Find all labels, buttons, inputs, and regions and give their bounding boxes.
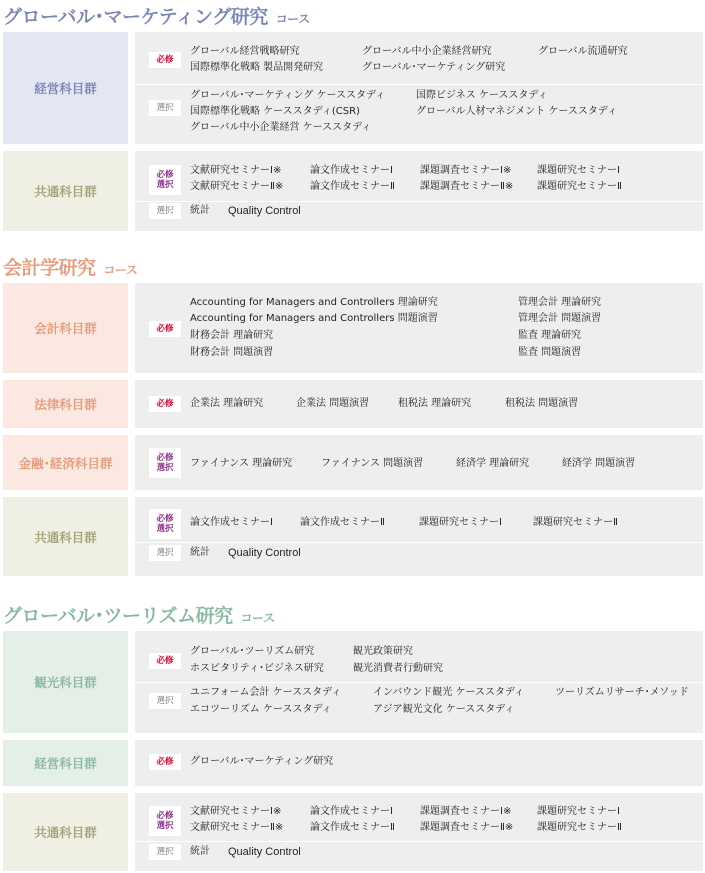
row-accounting-law: [3, 380, 703, 428]
subject: 文献研究セミナーⅠ※: [190, 165, 282, 176]
subject: グローバル･マーケティング研究: [362, 62, 506, 73]
subject-panel: [135, 740, 703, 786]
subject: 論文作成セミナーⅠ: [310, 806, 393, 817]
subject: 企業法 理論研究: [190, 398, 264, 409]
required-tag: 必修: [149, 653, 181, 669]
subject: 課題研究セミナーⅠ: [537, 165, 620, 176]
elective-group: [149, 685, 699, 721]
subject: 文献研究セミナーⅡ※: [190, 822, 284, 833]
tag-required: 必修: [156, 170, 174, 180]
subject: 国際標準化戦略 製品開発研究: [190, 62, 324, 73]
subject: Quality Control: [228, 547, 301, 559]
subject-panel: [135, 283, 703, 373]
tag-elective: 選択: [156, 463, 174, 473]
subject: ツーリズムリサーチ･メソッド: [555, 687, 689, 698]
subject: 文献研究セミナーⅡ※: [190, 181, 284, 192]
category-label: 共通科目群: [3, 793, 128, 871]
subject: ファイナンス 問題演習: [321, 458, 424, 469]
category-label: 共通科目群: [3, 151, 128, 231]
subject: Quality Control: [228, 846, 301, 858]
subject: アジア観光文化 ケーススタディ: [373, 704, 515, 715]
elective-tag: 選択: [149, 545, 181, 561]
required-elective-tag: [149, 806, 181, 836]
subject: 論文作成セミナーⅠ: [190, 517, 273, 528]
subject: 課題研究セミナーⅡ: [537, 822, 622, 833]
category-label: 会計科目群: [3, 283, 128, 373]
course-suffix: コース: [240, 611, 275, 625]
divider: [135, 841, 703, 842]
row-accounting-finance: [3, 435, 703, 490]
elective-group: [149, 545, 699, 565]
subject: 管理会計 理論研究: [518, 297, 602, 308]
subject: 課題調査セミナーⅡ※: [420, 181, 514, 192]
subject: グローバル･マーケティング研究: [190, 756, 334, 767]
required-elective-group: [149, 448, 699, 478]
subject: グローバル･マーケティング ケーススタディ: [190, 90, 386, 101]
course-title-global-marketing: [3, 2, 310, 29]
subject: 国際ビジネス ケーススタディ: [416, 90, 548, 101]
required-elective-tag: [149, 509, 181, 539]
elective-group: [149, 203, 699, 223]
subject: 経済学 理論研究: [456, 458, 530, 469]
required-group: [149, 754, 699, 770]
subject: 財務会計 問題演習: [190, 347, 274, 358]
subject: 課題研究セミナーⅡ: [533, 517, 618, 528]
subject: 課題調査セミナーⅠ※: [420, 165, 512, 176]
required-group: [149, 42, 699, 78]
subject: 課題研究セミナーⅠ: [419, 517, 502, 528]
subject: 論文作成セミナーⅡ: [310, 181, 395, 192]
subject-panel: [135, 497, 703, 576]
required-elective-tag: [149, 448, 181, 478]
subject: ホスピタリティ･ビジネス研究: [190, 663, 324, 674]
category-label: 観光科目群: [3, 631, 128, 733]
subject-panel: [135, 32, 703, 144]
subject: 課題研究セミナーⅡ: [537, 181, 622, 192]
subject: 論文作成セミナーⅡ: [300, 517, 385, 528]
course-suffix: コース: [103, 263, 138, 277]
required-elective-group: [149, 804, 699, 836]
category-label: 経営科目群: [3, 740, 128, 786]
course-suffix: コース: [275, 12, 310, 26]
category-label: 経営科目群: [3, 32, 128, 144]
elective-tag: 選択: [149, 693, 181, 709]
row-accounting-shared: [3, 497, 703, 576]
required-elective-group: [149, 163, 699, 195]
tag-required: 必修: [156, 811, 174, 821]
required-tag: 必修: [149, 321, 181, 337]
course-title-text: 会計学研究: [3, 257, 96, 279]
subject: 管理会計 問題演習: [518, 313, 602, 324]
subject: グローバル中小企業経営 ケーススタディ: [190, 122, 372, 133]
subject: 租税法 問題演習: [505, 398, 579, 409]
course-title-text: グローバル･ツーリズム研究: [3, 605, 233, 627]
row-tourism-shared: [3, 793, 703, 871]
tag-required: 必修: [156, 514, 174, 524]
divider: [135, 682, 703, 683]
category-label: 法律科目群: [3, 380, 128, 428]
subject: グローバル中小企業経営研究: [362, 46, 492, 57]
subject: Accounting for Managers and Controllers 理論研究: [190, 297, 438, 308]
subject-panel: [135, 151, 703, 231]
subject: グローバル人材マネジメント ケーススタディ: [416, 106, 618, 117]
elective-group: [149, 844, 699, 864]
row-tourism-management: [3, 740, 703, 786]
subject: 統計: [190, 205, 210, 216]
subject-panel: [135, 631, 703, 733]
tag-elective: 選択: [156, 524, 174, 534]
required-group: [149, 396, 699, 412]
row-global-shared: [3, 151, 703, 231]
divider: [135, 201, 703, 202]
subject: Accounting for Managers and Controllers 問題演習: [190, 313, 438, 324]
subject: Quality Control: [228, 205, 301, 217]
subject: 課題研究セミナーⅠ: [537, 806, 620, 817]
subject: 監査 問題演習: [518, 347, 582, 358]
subject: グローバル経営戦略研究: [190, 46, 300, 57]
subject: 統計: [190, 846, 210, 857]
subject-panel: [135, 380, 703, 428]
subject: 論文作成セミナーⅠ: [310, 165, 393, 176]
subject: 課題調査セミナーⅡ※: [420, 822, 514, 833]
subject: グローバル流通研究: [538, 46, 628, 57]
subject: 観光消費者行動研究: [353, 663, 443, 674]
subject-panel: [135, 793, 703, 871]
required-tag: 必修: [149, 754, 181, 770]
subject: インバウンド観光 ケーススタディ: [373, 687, 525, 698]
course-title-text: グローバル･マーケティング研究: [3, 6, 268, 28]
subject: 租税法 理論研究: [398, 398, 472, 409]
required-tag: 必修: [149, 396, 181, 412]
category-label: 共通科目群: [3, 497, 128, 576]
subject: 企業法 問題演習: [296, 398, 370, 409]
course-title-accounting: [3, 253, 137, 280]
subject: 経済学 問題演習: [562, 458, 636, 469]
row-tourism-tourism: [3, 631, 703, 733]
elective-tag: 選択: [149, 100, 181, 116]
tag-elective: 選択: [156, 180, 174, 190]
subject: 観光政策研究: [353, 646, 413, 657]
subject: エコツーリズム ケーススタディ: [190, 704, 332, 715]
subject: 文献研究セミナーⅠ※: [190, 806, 282, 817]
course-title-global-tourism: [3, 601, 275, 628]
required-tag: 必修: [149, 52, 181, 68]
subject: 論文作成セミナーⅡ: [310, 822, 395, 833]
required-group: [149, 643, 699, 677]
subject: ユニフォーム会計 ケーススタディ: [190, 687, 342, 698]
subject: 統計: [190, 547, 210, 558]
elective-tag: 選択: [149, 844, 181, 860]
tag-required: 必修: [156, 453, 174, 463]
elective-group: [149, 88, 699, 140]
subject: ファイナンス 理論研究: [190, 458, 293, 469]
tag-elective: 選択: [156, 821, 174, 831]
subject: 財務会計 理論研究: [190, 330, 274, 341]
subject: グローバル･ツーリズム研究: [190, 646, 315, 657]
subject: 国際標準化戦略 ケーススタディ(CSR): [190, 106, 360, 117]
row-accounting-accounting: [3, 283, 703, 373]
subject: 課題調査セミナーⅠ※: [420, 806, 512, 817]
required-elective-group: [149, 509, 699, 539]
subject: 監査 理論研究: [518, 330, 582, 341]
elective-tag: 選択: [149, 203, 181, 219]
required-elective-tag: [149, 165, 181, 195]
subject-panel: [135, 435, 703, 490]
row-global-management: [3, 32, 703, 144]
divider: [135, 542, 703, 543]
category-label: 金融･経済科目群: [3, 435, 128, 490]
required-group: [149, 295, 699, 363]
divider: [135, 84, 703, 85]
